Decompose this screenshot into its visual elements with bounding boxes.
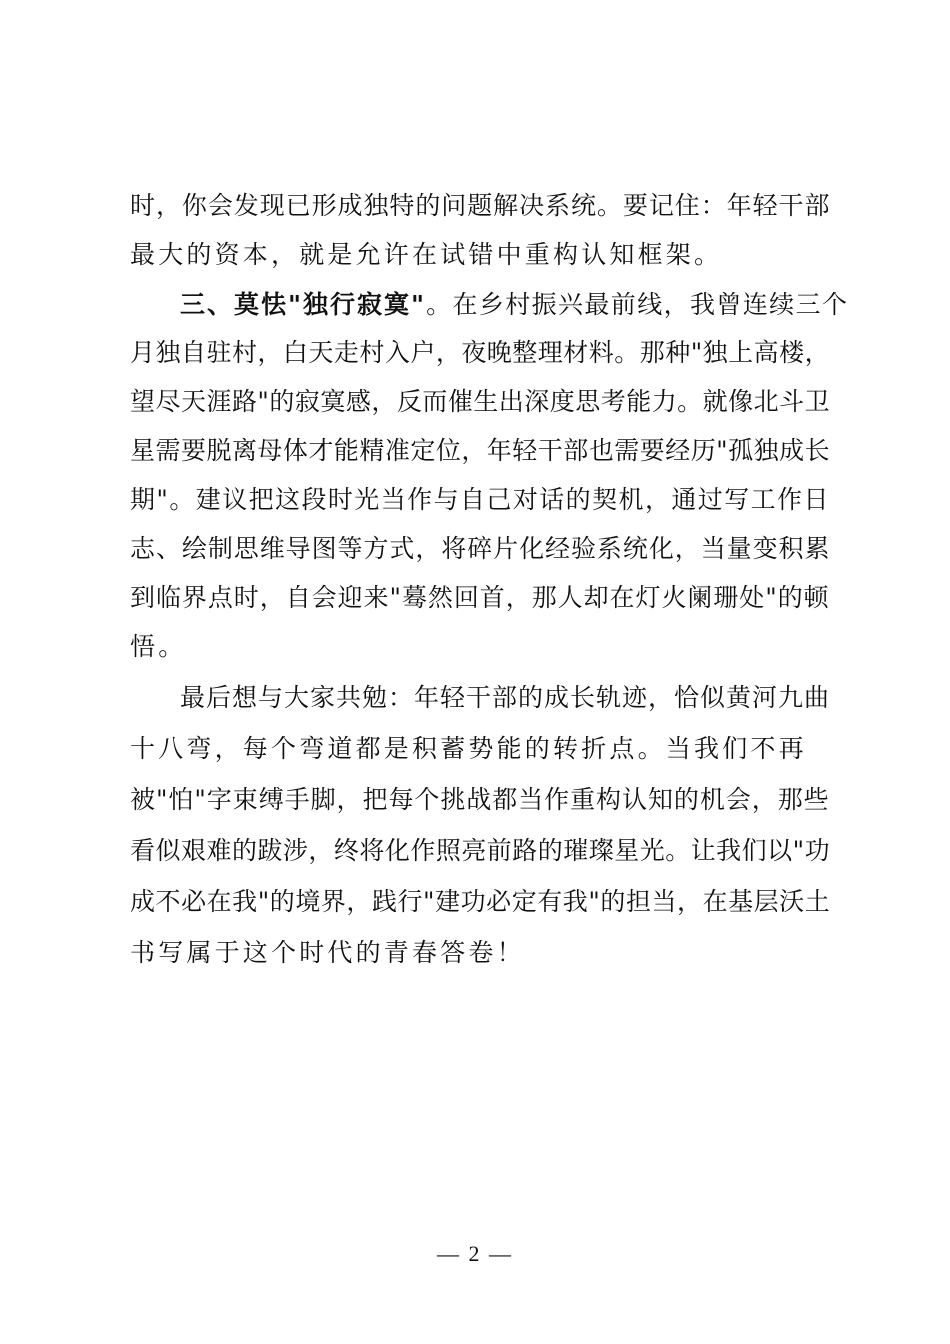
body-text-line: 星需要脱离母体才能精准定位，年轻干部也需要经历"孤独成长 [130,436,831,465]
body-text-line: 到临界点时，自会迎来"蓦然回首，那人却在灯火阑珊处"的顿 [130,583,830,612]
body-text-line: 期"。建议把这段时光当作与自己对话的契机，通过写工作日 [130,485,830,514]
body-text: 。在乡村振兴最前线，我曾连续三个 [426,290,849,319]
body-text-line: 最后想与大家共勉：年轻干部的成长轨迹，恰似黄河九曲 [180,683,831,712]
body-text-line: 望尽天涯路"的寂寞感，反而催生出深度思考能力。就像北斗卫 [130,387,831,416]
section-three-first-line [180,290,848,320]
body-text-line: 书写属于这个时代的青春答卷！ [130,938,525,967]
body-text-line: 看似艰难的跋涉，终将化作照亮前路的璀璨星光。让我们以"功 [130,836,831,865]
section-heading: 三、莫怯"独行寂寞" [180,290,427,319]
body-text-line: 十八弯，每个弯道都是积蓄势能的转折点。当我们不再 [130,734,807,763]
body-text-line: 志、绘制思维导图等方式，将碎片化经验系统化，当量变积累 [130,534,831,563]
body-text-line: 时，你会发现已形成独特的问题解决系统。要记住：年轻干部 [130,191,831,220]
body-text-line: 最大的资本，就是允许在试错中重构认知框架。 [130,240,723,269]
body-text-line: 成不必在我"的境界，践行"建功必定有我"的担当，在基层沃土 [130,887,831,916]
body-text-line: 月独自驻村，白天走村入户，夜晚整理材料。那种"独上高楼， [130,338,831,367]
body-text-line: 悟。 [130,632,187,661]
body-text-line: 被"怕"字束缚手脚，把每个挑战都当作重构认知的机会，那些 [130,785,830,814]
page-number: — 2 — [437,1241,513,1266]
